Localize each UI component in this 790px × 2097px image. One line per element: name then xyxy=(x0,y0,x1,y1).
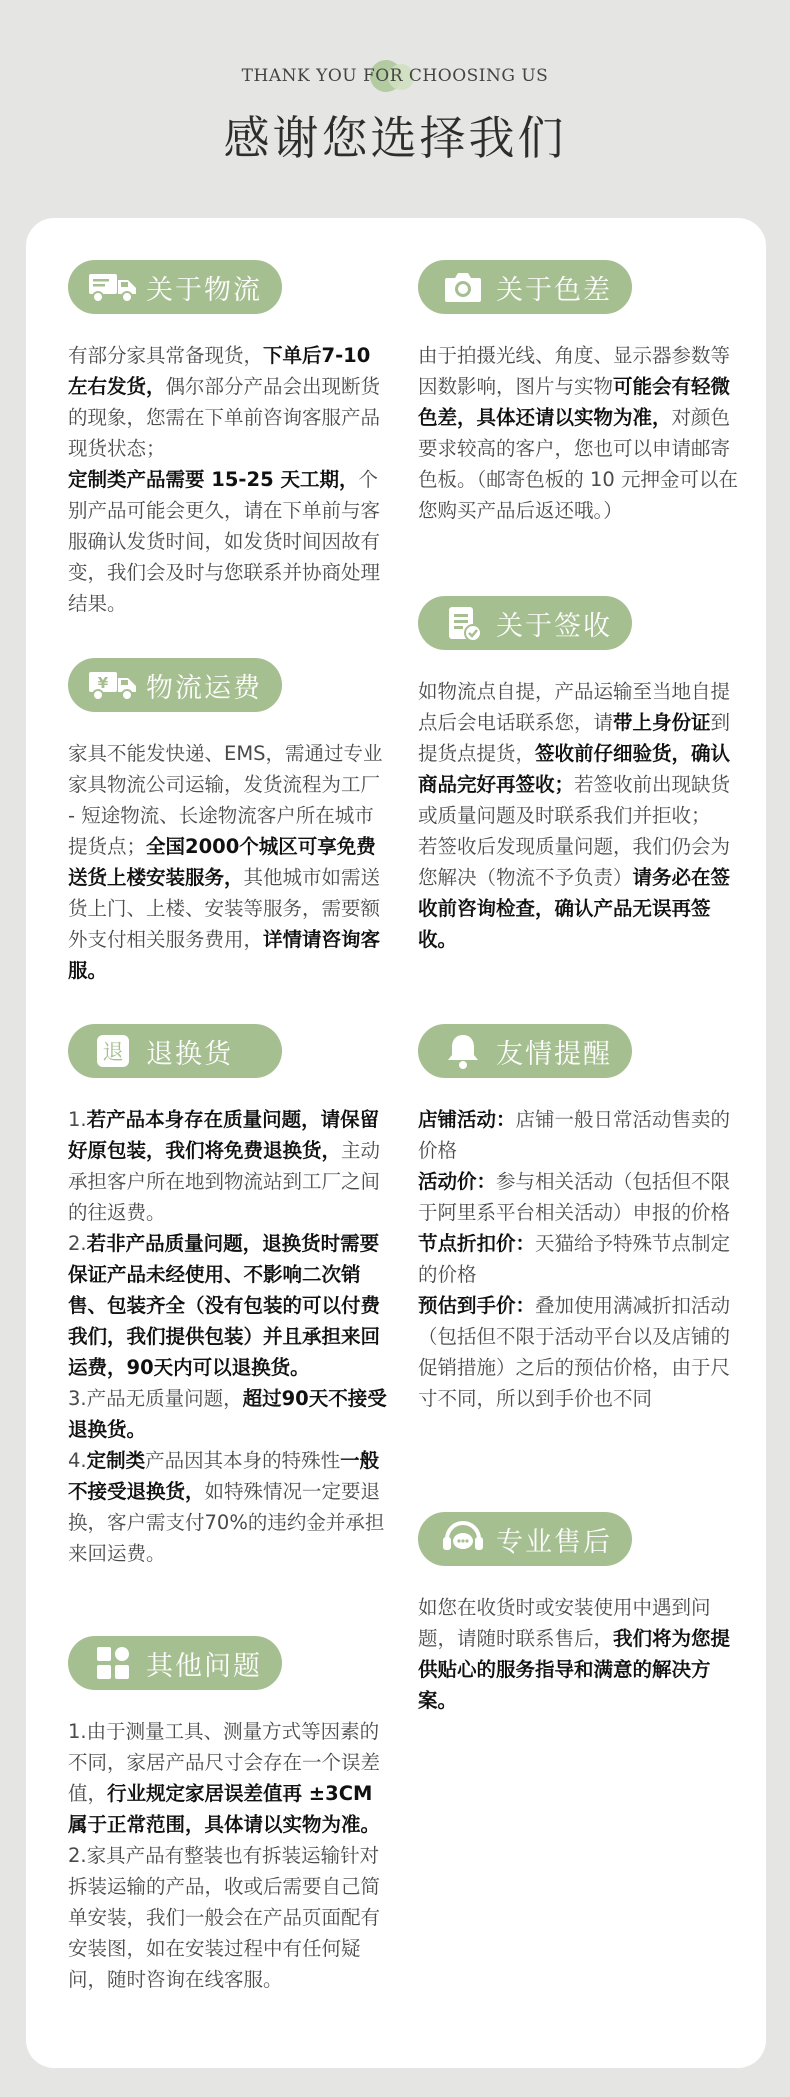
section-body: 1.若产品本身存在质量问题，请保留好原包装，我们将免费退换货，主动承担客户所在地到物流站到工厂之间的往返费。 2.若非产品质量问题，退换货时需要保证产品未经使用、不影响二次销售、包装齐全（没有包装的可以付费我们，我们提供包装）并且承担来回运费，90天内可以退换货。 3.产品无质量问题，超过90天不接受退换货。 4.定制类产品因其本身的特殊性一般不接受退换货，如特殊情况一定要退换，客户需支付70%的违约金并承担来回运费。 xyxy=(68,1108,387,1565)
section-aftersale xyxy=(418,1512,738,1716)
return-icon xyxy=(88,1031,138,1071)
headset-chat-icon xyxy=(438,1519,488,1559)
section-returns xyxy=(68,1024,388,1569)
section-logistics xyxy=(68,260,388,619)
section-title: 退换货 xyxy=(146,1038,233,1070)
section-title: 友情提醒 xyxy=(496,1038,612,1070)
section-title: 关于物流 xyxy=(146,274,262,306)
truck-icon xyxy=(88,267,138,307)
section-signing xyxy=(418,596,738,955)
section-header xyxy=(68,1024,282,1078)
section-header xyxy=(418,260,632,314)
section-header xyxy=(418,596,632,650)
header xyxy=(0,0,790,210)
section-title: 其他问题 xyxy=(146,1650,262,1682)
info-card xyxy=(26,218,766,2068)
section-body: 如物流点自提，产品运输至当地自提点后会电话联系您，请带上身份证到提货点提货，签收前仔细验货，确认商品完好再签收；若签收前出现缺货或质量问题及时联系我们并拒收； 若签收后发现质量问题，我们仍会为您解决（物流不予负责）请务必在签收前咨询检查，确认产品无误再签收。 xyxy=(418,680,731,951)
header-title: 感谢您选择我们 xyxy=(223,111,567,165)
svg-text:¥: ¥ xyxy=(97,674,109,692)
section-other xyxy=(68,1636,388,1995)
section-color xyxy=(418,260,738,526)
clipboard-check-icon xyxy=(438,603,488,643)
section-title: 关于签收 xyxy=(496,610,612,642)
section-body: 有部分家具常备现货，下单后7-10 左右发货，偶尔部分产品会出现断货的现象，您需在下单前咨询客服产品现货状态； 定制类产品需要 15-25 天工期，个别产品可能会更久，请在下单前与客服确认发货时间，如发货时间因故有变，我们会及时与您联系并协商处理结果。 xyxy=(68,344,381,615)
grid-icon xyxy=(88,1643,138,1683)
section-body: 由于拍摄光线、角度、显示器参数等因数影响，图片与实物可能会有轻微色差，具体还请以实物为准，对颜色要求较高的客户，您也可以申请邮寄色板。（邮寄色板的 10 元押金可以在您购买产品后返还哦。） xyxy=(418,344,738,522)
section-shipping xyxy=(68,658,388,986)
section-body: 如您在收货时或安装使用中遇到问题，请随时联系售后，我们将为您提供贴心的服务指导和满意的解决方案。 xyxy=(418,1596,731,1712)
section-header xyxy=(418,1512,632,1566)
section-header xyxy=(68,658,282,712)
section-header xyxy=(418,1024,632,1078)
header-subtitle: THANK YOU FOR CHOOSING US xyxy=(241,66,549,86)
section-title: 物流运费 xyxy=(146,672,262,704)
svg-text:退: 退 xyxy=(102,1040,124,1064)
section-reminder xyxy=(418,1024,738,1414)
section-header xyxy=(68,260,282,314)
section-title: 专业售后 xyxy=(496,1526,612,1558)
section-body: 1.由于测量工具、测量方式等因素的不同，家居产品尺寸会存在一个误差值，行业规定家居误差值再 ±3CM 属于正常范围，具体请以实物为准。 2.家具产品有整装也有拆装运输针对拆装运输的产品，收或后需要自己简单安装，我们一般会在产品页面配有安装图，如在安装过程中有任何疑问，随时咨询在线客服。 xyxy=(68,1720,381,1991)
bell-icon xyxy=(438,1031,488,1071)
section-body: 家具不能发快递、EMS，需通过专业家具物流公司运输，发货流程为工厂 - 短途物流、长途物流客户所在城市提货点；全国2000个城区可享免费送货上楼安装服务，其他城市如需送货上门、上楼、安装等服务，需要额外支付相关服务费用，详情请咨询客服。 xyxy=(68,742,383,982)
section-title: 关于色差 xyxy=(496,274,612,306)
truck-yen-icon xyxy=(88,665,138,705)
section-header xyxy=(68,1636,282,1690)
camera-icon xyxy=(438,267,488,307)
section-body: 店铺活动：店铺一般日常活动售卖的价格 活动价：参与相关活动（包括但不限于阿里系平台相关活动）申报的价格 节点折扣价：天猫给予特殊节点制定的价格 预估到手价：叠加使用满减折扣活动（包括但不限于活动平台以及店铺的促销措施）之后的预估价格，由于尺寸不同，所以到手价也不同 xyxy=(418,1108,731,1410)
